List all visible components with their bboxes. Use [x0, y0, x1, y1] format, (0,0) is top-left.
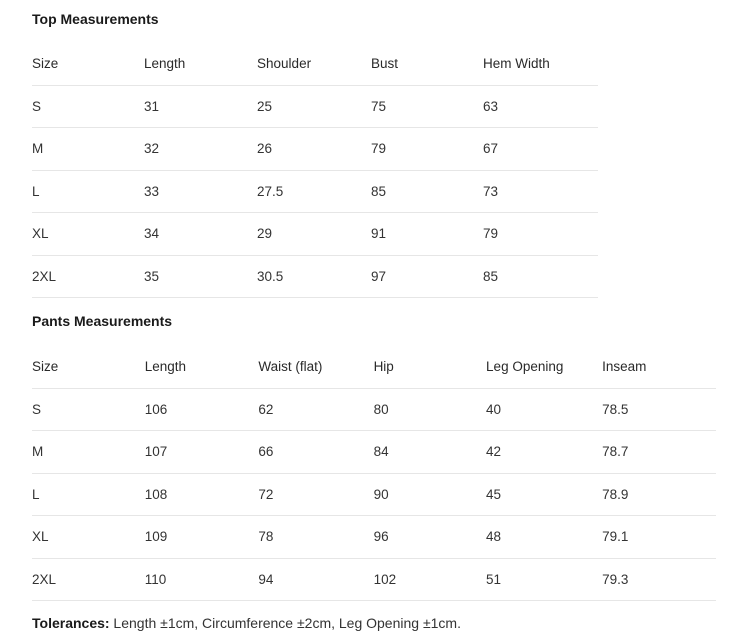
- top-measurements-title: Top Measurements: [32, 11, 159, 27]
- table-cell: 34: [144, 213, 257, 256]
- table-cell: 109: [145, 516, 259, 559]
- tolerances-label: Tolerances:: [32, 615, 110, 631]
- table-cell: 91: [371, 213, 483, 256]
- table-cell: 51: [486, 558, 602, 601]
- table-cell: 27.5: [257, 170, 371, 213]
- table-cell: 32: [144, 128, 257, 171]
- table-cell: L: [32, 473, 145, 516]
- table-cell: 85: [371, 170, 483, 213]
- tolerances-note: [32, 615, 461, 631]
- table-cell: 29: [257, 213, 371, 256]
- top-measurements-table: [32, 43, 598, 298]
- table-cell: M: [32, 128, 144, 171]
- table-cell: 78.7: [602, 431, 716, 474]
- table-cell: M: [32, 431, 145, 474]
- column-header: Bust: [371, 56, 399, 72]
- column-header: Hem Width: [483, 56, 550, 72]
- pants-measurements-table: [32, 346, 716, 601]
- table-row: [32, 431, 716, 474]
- table-cell: 97: [371, 255, 483, 298]
- table-row: [32, 213, 598, 256]
- table-cell: 80: [374, 388, 486, 431]
- table-cell: 45: [486, 473, 602, 516]
- table-header-row: [32, 43, 598, 85]
- table-cell: 26: [257, 128, 371, 171]
- column-header: Hip: [373, 359, 394, 375]
- column-header: Length: [144, 359, 187, 375]
- table-cell: 35: [144, 255, 257, 298]
- table-cell: S: [32, 388, 145, 431]
- table-cell: 72: [258, 473, 373, 516]
- table-row: [32, 255, 598, 298]
- table-header-row: [32, 346, 716, 388]
- table-cell: 30.5: [257, 255, 371, 298]
- table-cell: 42: [486, 431, 602, 474]
- table-cell: 79: [371, 128, 483, 171]
- table-cell: 40: [486, 388, 602, 431]
- table-cell: 102: [374, 558, 486, 601]
- table-cell: L: [32, 170, 144, 213]
- table-cell: XL: [32, 516, 145, 559]
- table-cell: 79.3: [602, 558, 716, 601]
- table-cell: 66: [258, 431, 373, 474]
- table-cell: 33: [144, 170, 257, 213]
- column-header: Size: [32, 56, 59, 72]
- table-cell: 78.9: [602, 473, 716, 516]
- table-cell: 75: [371, 85, 483, 128]
- table-cell: 63: [483, 85, 598, 128]
- table-cell: 107: [145, 431, 259, 474]
- table-cell: 25: [257, 85, 371, 128]
- table-cell: 90: [374, 473, 486, 516]
- table-cell: S: [32, 85, 144, 128]
- column-header: Waist (flat): [258, 359, 323, 375]
- table-row: [32, 170, 598, 213]
- table-row: [32, 558, 716, 601]
- table-cell: 85: [483, 255, 598, 298]
- table-row: [32, 128, 598, 171]
- column-header: Size: [32, 359, 59, 375]
- table-cell: 31: [144, 85, 257, 128]
- table-cell: 96: [374, 516, 486, 559]
- table-cell: 78.5: [602, 388, 716, 431]
- table-row: [32, 85, 598, 128]
- table-cell: 2XL: [32, 558, 145, 601]
- column-header: Length: [143, 56, 186, 72]
- table-cell: 84: [374, 431, 486, 474]
- table-row: [32, 388, 716, 431]
- table-cell: 94: [258, 558, 373, 601]
- table-cell: 48: [486, 516, 602, 559]
- table-cell: 108: [145, 473, 259, 516]
- table-cell: 2XL: [32, 255, 144, 298]
- table-cell: 110: [145, 558, 259, 601]
- table-cell: 79.1: [602, 516, 716, 559]
- column-header: Inseam: [602, 359, 647, 375]
- table-cell: 67: [483, 128, 598, 171]
- column-header: Shoulder: [257, 56, 312, 72]
- table-row: [32, 473, 716, 516]
- table-cell: 62: [258, 388, 373, 431]
- pants-measurements-title: Pants Measurements: [32, 313, 173, 329]
- table-cell: 79: [483, 213, 598, 256]
- table-cell: 73: [483, 170, 598, 213]
- tolerances-text: Length ±1cm, Circumference ±2cm, Leg Opening ±1cm.: [109, 615, 461, 631]
- table-cell: 106: [145, 388, 259, 431]
- table-row: [32, 516, 716, 559]
- table-cell: XL: [32, 213, 144, 256]
- column-header: Leg Opening: [486, 359, 564, 375]
- table-cell: 78: [258, 516, 373, 559]
